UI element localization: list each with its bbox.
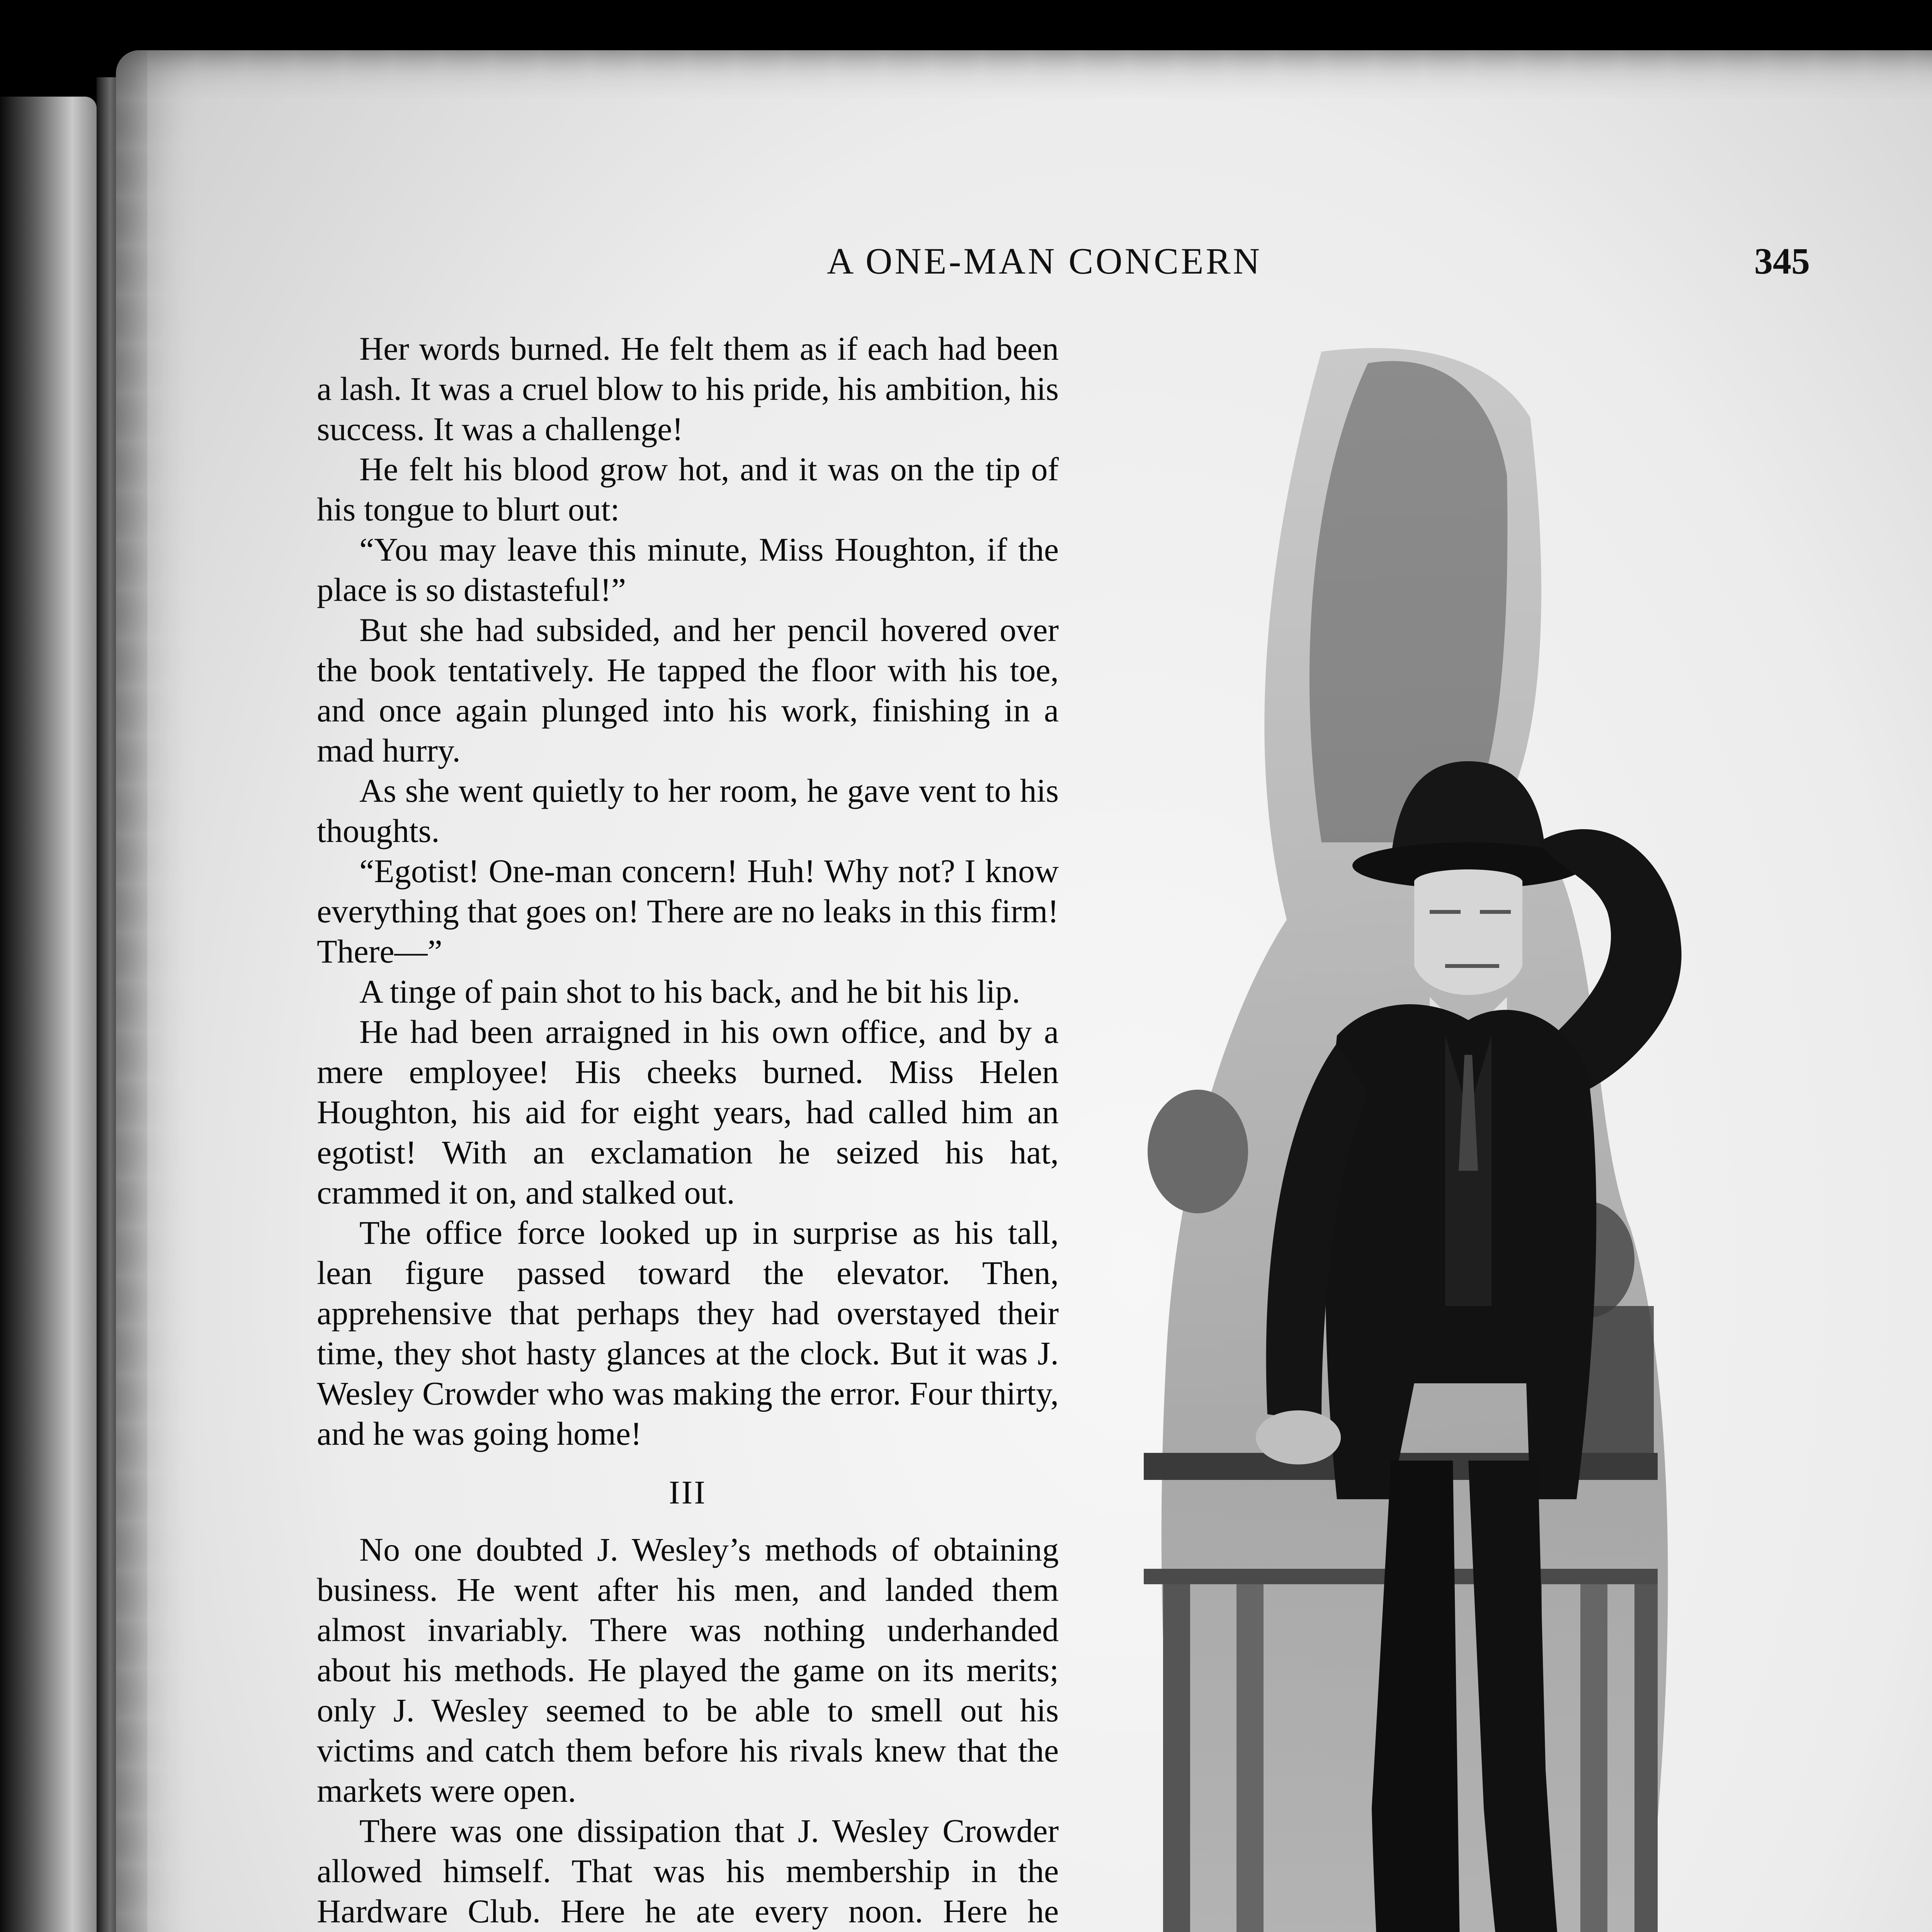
paragraph: A tinge of pain shot to his back, and he bit his lip. <box>359 973 1020 1010</box>
paragraph: He had been arraigned in his own office, and by a mere employee! His cheeks burned. Miss Helen Houghton, his aid for eight years, had called him an egotist! With an exclamation he seized his hat, crammed it on, and stalked out. <box>317 1013 1059 1211</box>
paragraph: “You may leave this minute, Miss Houghton, if the place is so distasteful!” <box>317 531 1059 608</box>
background-person-left <box>1148 1090 1248 1213</box>
page-number: 345 <box>1754 240 1810 282</box>
facing-page-edge <box>0 97 97 1932</box>
paragraph: As she went quietly to her room, he gave vent to his thoughts. <box>317 772 1059 849</box>
paragraph: He felt his blood grow hot, and it was on the tip of his tongue to blurt out: <box>317 451 1059 528</box>
illustration-man-with-hat <box>1121 340 1797 1932</box>
paragraph: No one doubted J. Wesley’s methods of obtaining business. He went after his men, and landed them almost invariably. There was nothing underhanded about his methods. He played the game on its merits; only J. Wesley seemed to be able to smell out his victims and catch them before his rivals knew that the markets were open. <box>317 1531 1059 1809</box>
paragraph: But she had subsided, and her pencil hovered over the book tentatively. He tapped the floor with his toe, and once again plunged into his work, finishing in a mad hurry. <box>317 611 1059 769</box>
paragraph: “Egotist! One-man concern! Huh! Why not? I know everything that goes on! There are no leaks in this firm! There—” <box>317 852 1059 970</box>
section-heading: III <box>669 1474 707 1511</box>
paragraph: There was one dissipation that J. Wesley Crowder allowed himself. That was his membership in the Hardware Club. Here he ate every noon. Here he <box>317 1812 1059 1930</box>
running-head: A ONE-MAN CONCERN <box>827 240 1262 282</box>
text-column <box>317 328 1059 1932</box>
paragraph: The office force looked up in surprise as his tall, lean figure passed toward the elevator. Then, apprehensive that perhaps they had overstayed their time, they shot hasty glances at the clock. But it was J. Wesley Crowder who was making the error. Four thirty, and he was going home! <box>317 1214 1059 1452</box>
hand-on-rail <box>1256 1410 1341 1464</box>
paragraph: Her words burned. He felt them as if each had been a lash. It was a cruel blow to his pride, his ambition, his success. It was a challenge! <box>317 330 1059 447</box>
